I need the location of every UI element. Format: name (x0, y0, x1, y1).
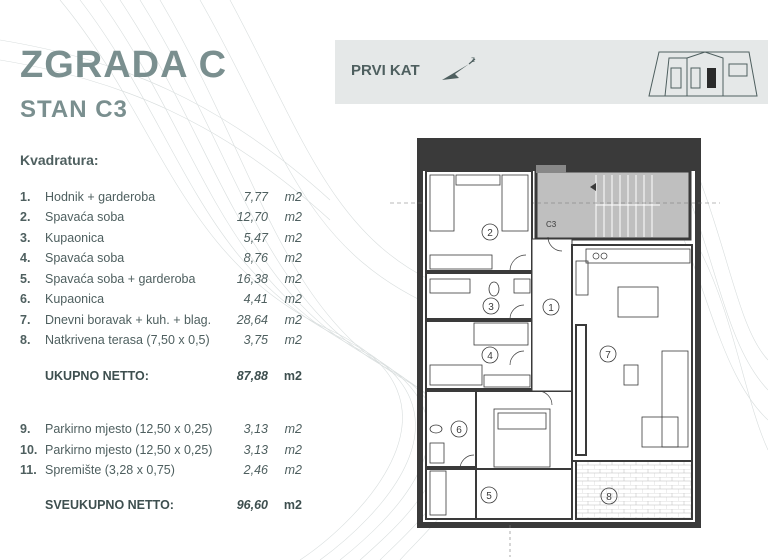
room-number-label: 5 (486, 491, 492, 502)
net-total-value: 87,88 (236, 369, 268, 383)
room-number: 7. (20, 313, 31, 327)
room-number: 2. (20, 210, 31, 224)
room-unit: m2 (284, 313, 302, 327)
room-number: 3. (20, 231, 31, 245)
extra-area: 3,13 (243, 443, 268, 457)
room-row (20, 292, 302, 310)
room-unit: m2 (284, 190, 302, 204)
room-label: Spavaća soba (45, 251, 125, 265)
extra-area: 2,46 (243, 463, 268, 477)
room-row (20, 313, 302, 331)
north-arrow-icon (439, 54, 479, 84)
stair-label: C3 (546, 220, 557, 229)
room-label: Kupaonica (45, 231, 105, 245)
room-number-label: 3 (488, 302, 494, 313)
room-number-label: 2 (487, 228, 493, 239)
room-area: 28,64 (236, 313, 268, 327)
svg-text:z: z (471, 55, 475, 64)
building-elevation-icon (647, 46, 759, 98)
extra-label: Parkirno mjesto (12,50 x 0,25) (45, 443, 213, 457)
extra-area: 3,13 (243, 422, 268, 436)
room-unit: m2 (284, 333, 302, 347)
extra-label: Spremište (3,28 x 0,75) (45, 463, 175, 477)
floor-label: PRVI KAT (351, 62, 420, 79)
room-unit: m2 (284, 251, 302, 265)
room-label: Spavaća soba + garderoba (45, 272, 196, 286)
room-unit: m2 (284, 292, 302, 306)
extra-number: 10. (20, 443, 38, 457)
room-area: 4,41 (243, 292, 268, 306)
floor-plan (390, 125, 720, 557)
room-label: Dnevni boravak + kuh. + blag. (45, 313, 212, 327)
extra-number: 11. (20, 463, 37, 477)
grand-total-unit: m2 (283, 498, 302, 512)
room-row (20, 210, 302, 228)
net-total-unit: m2 (283, 369, 302, 383)
floor-banner (335, 40, 768, 104)
room-row (20, 333, 302, 351)
room-area: 8,76 (243, 251, 268, 265)
room-label: Spavaća soba (45, 210, 125, 224)
extra-number: 9. (20, 422, 31, 436)
room-number-label: 6 (456, 425, 462, 436)
extra-label: Parkirno mjesto (12,50 x 0,25) (45, 422, 213, 436)
grand-total-value: 96,60 (236, 498, 268, 512)
room-number-label: 1 (548, 303, 554, 314)
room-label: Kupaonica (45, 292, 105, 306)
room-area: 5,47 (243, 231, 268, 245)
grand-total-row (45, 498, 302, 512)
room-row (20, 272, 302, 290)
room-row (20, 251, 302, 269)
room-area: 7,77 (243, 190, 268, 204)
room-number: 1. (20, 190, 31, 204)
room-label: Hodnik + garderoba (45, 190, 156, 204)
room-row (20, 190, 302, 208)
room-area: 16,38 (236, 272, 268, 286)
room-row (20, 231, 302, 249)
building-title: ZGRADA C (20, 44, 228, 86)
room-number-label: 8 (606, 492, 612, 503)
room-number: 5. (20, 272, 31, 286)
extra-row (20, 463, 302, 481)
room-unit: m2 (284, 231, 302, 245)
area-heading: Kvadratura: (20, 152, 99, 168)
room-area: 12,70 (236, 210, 268, 224)
room-unit: m2 (284, 210, 302, 224)
room-number-label: 4 (487, 351, 493, 362)
extra-unit: m2 (284, 463, 302, 477)
room-number-label: 7 (605, 350, 611, 361)
room-number: 8. (20, 333, 31, 347)
room-number: 6. (20, 292, 31, 306)
extra-row (20, 422, 302, 440)
room-number: 4. (20, 251, 31, 265)
room-area: 3,75 (243, 333, 268, 347)
room-unit: m2 (284, 272, 302, 286)
apartment-title: STAN C3 (20, 96, 128, 123)
net-total-row (45, 369, 302, 383)
extra-unit: m2 (284, 443, 302, 457)
net-total-label: UKUPNO NETTO: (45, 369, 149, 383)
extra-unit: m2 (284, 422, 302, 436)
extra-row (20, 443, 302, 461)
grand-total-label: SVEUKUPNO NETTO: (45, 498, 174, 512)
room-label: Natkrivena terasa (7,50 x 0,5) (45, 333, 210, 347)
